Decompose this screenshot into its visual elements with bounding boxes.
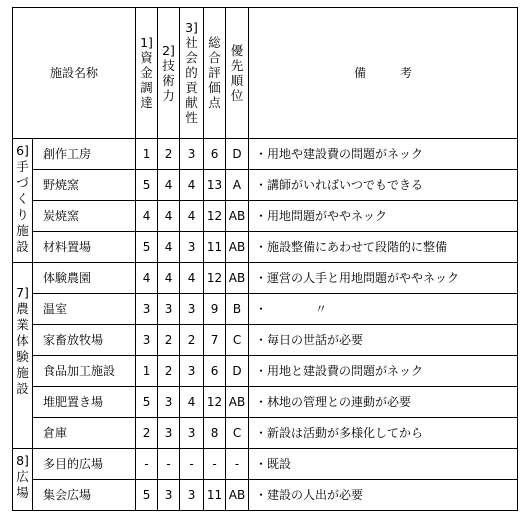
table-row [13,387,518,418]
priority: C [226,325,249,356]
priority: AB [226,387,249,418]
facility-name: 堆肥置き場 [33,387,136,418]
header-facility-name: 施設名称 [13,8,136,139]
table-row [13,449,518,480]
note: ・講師がいればいつでもできる [249,170,518,201]
header-row [13,8,518,139]
table-row [13,263,518,294]
header-social: 3]社会的貢献性 [180,8,204,139]
priority: D [226,139,249,170]
score-funding: 3 [136,294,158,325]
score-funding: 5 [136,232,158,263]
score-total: 12 [204,201,226,232]
score-technical: 4 [158,201,180,232]
score-funding: 5 [136,387,158,418]
score-technical: 4 [158,232,180,263]
score-technical: - [158,449,180,480]
facility-name: 体験農園 [33,263,136,294]
note: ・既設 [249,449,518,480]
table-row [13,480,518,511]
facility-name: 食品加工施設 [33,356,136,387]
score-social: 2 [180,325,204,356]
score-funding: 3 [136,325,158,356]
priority: D [226,356,249,387]
note: ・建設の人出が必要 [249,480,518,511]
priority: AB [226,263,249,294]
score-funding: 5 [136,170,158,201]
score-social: 4 [180,201,204,232]
score-technical: 4 [158,263,180,294]
score-technical: 2 [158,139,180,170]
score-technical: 2 [158,356,180,387]
score-funding: 4 [136,201,158,232]
priority: B [226,294,249,325]
priority: AB [226,232,249,263]
facility-name: 野焼窯 [33,170,136,201]
facility-name: 集会広場 [33,480,136,511]
table-row [13,232,518,263]
priority: AB [226,201,249,232]
score-funding: 4 [136,263,158,294]
table-row [13,294,518,325]
note: ・用地や建設費の問題がネック [249,139,518,170]
score-technical: 3 [158,480,180,511]
score-total: 6 [204,139,226,170]
note: ・ 〃 [249,294,518,325]
facility-name: 多目的広場 [33,449,136,480]
priority: - [226,449,249,480]
priority: A [226,170,249,201]
score-funding: 1 [136,139,158,170]
facility-name: 家畜放牧場 [33,325,136,356]
score-funding: 2 [136,418,158,449]
score-social: - [180,449,204,480]
score-total: 12 [204,387,226,418]
score-total: 8 [204,418,226,449]
note: ・毎日の世話が必要 [249,325,518,356]
note: ・用地問題がややネック [249,201,518,232]
score-social: 4 [180,387,204,418]
category-agri: 7]農業体験施設 [13,263,33,449]
score-social: 3 [180,480,204,511]
header-technical: 2]技術力 [158,8,180,139]
header-notes: 備 考 [249,8,518,139]
score-total: 7 [204,325,226,356]
note: ・施設整備にあわせて段階的に整備 [249,232,518,263]
category-plaza: 8]広場 [13,449,33,511]
score-technical: 3 [158,294,180,325]
score-social: 4 [180,263,204,294]
table-row [13,201,518,232]
note: ・新設は活動が多様化してから [249,418,518,449]
table-row [13,356,518,387]
facility-name: 炭焼窯 [33,201,136,232]
priority: C [226,418,249,449]
header-funding: 1]資金調達 [136,8,158,139]
score-social: 3 [180,232,204,263]
table-row [13,418,518,449]
note: ・運営の人手と用地問題がややネック [249,263,518,294]
score-social: 3 [180,139,204,170]
score-funding: - [136,449,158,480]
priority: AB [226,480,249,511]
table-row [13,170,518,201]
table-row [13,139,518,170]
score-social: 3 [180,418,204,449]
score-technical: 3 [158,418,180,449]
note: ・林地の管理との連動が必要 [249,387,518,418]
facility-name: 温室 [33,294,136,325]
score-total: 12 [204,263,226,294]
score-social: 4 [180,170,204,201]
note: ・用地と建設費の問題がネック [249,356,518,387]
score-technical: 4 [158,170,180,201]
score-total: 11 [204,480,226,511]
facility-name: 倉庫 [33,418,136,449]
score-funding: 5 [136,480,158,511]
score-total: 13 [204,170,226,201]
header-total: 総合評価点 [204,8,226,139]
header-priority: 優先順位 [226,8,249,139]
facility-name: 材料置場 [33,232,136,263]
score-technical: 3 [158,387,180,418]
facility-name: 創作工房 [33,139,136,170]
score-total: - [204,449,226,480]
score-funding: 1 [136,356,158,387]
score-total: 6 [204,356,226,387]
category-handmade: 6]手づくり施設 [13,139,33,263]
score-social: 3 [180,356,204,387]
score-total: 9 [204,294,226,325]
facility-evaluation-table [12,7,518,511]
table-row [13,325,518,356]
score-total: 11 [204,232,226,263]
score-technical: 2 [158,325,180,356]
score-social: 3 [180,294,204,325]
